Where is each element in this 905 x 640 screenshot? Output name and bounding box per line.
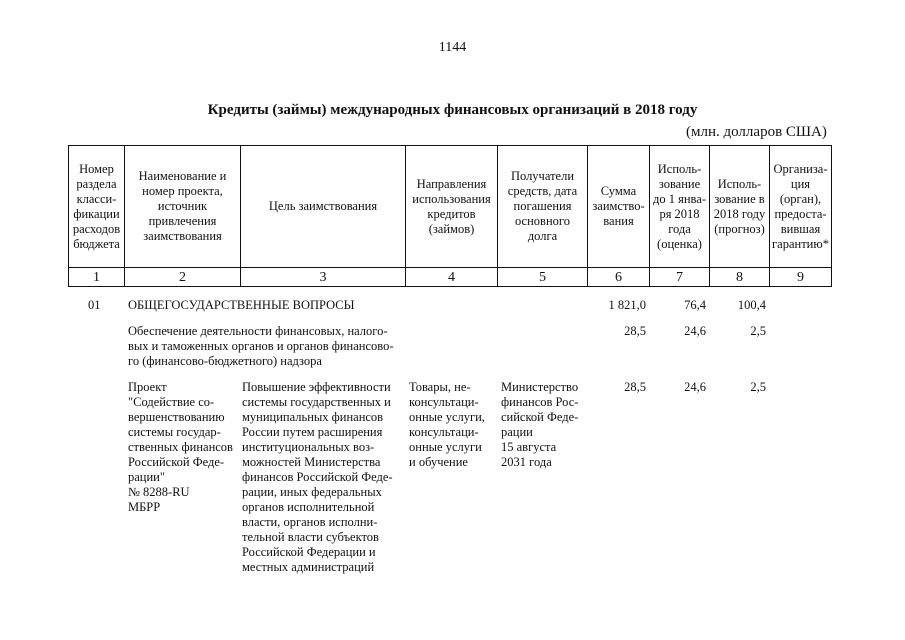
project-purpose: Повышение эффективности системы государственных и муниципальных финансов России путем расширения институциональных воз- можностей Министерства финансов Российской Феде- рации, иных федеральных органов исполнительной власти, органов исполни- тельной власти субъектов Российской Федерации и местных администраций	[242, 380, 393, 574]
units-note: (млн. долларов США)	[686, 124, 827, 140]
project-recipient: Министерство финансов Рос- сийской Феде- рации 15 августа 2031 года	[501, 380, 579, 469]
column-number: 7	[676, 269, 683, 285]
table-row	[68, 324, 832, 370]
section-code: 01	[88, 298, 101, 312]
table-rule	[68, 286, 832, 287]
table-header	[68, 145, 832, 287]
column-number: 1	[93, 269, 100, 285]
use-2018-value: 2,5	[750, 324, 766, 338]
project-directions: Товары, не- консультаци- онные услуги, консультаци- онные услуги и обучение	[409, 380, 485, 469]
column-number: 6	[615, 269, 622, 285]
amount-value: 28,5	[624, 380, 646, 394]
column-number: 2	[179, 269, 186, 285]
column-number: 4	[448, 269, 455, 285]
amount-value: 28,5	[624, 324, 646, 338]
subsection-name: Обеспечение деятельности финансовых, налого- вых и таможенных органов и органов финансово- го (финансово-бюджетного) надзора	[128, 324, 394, 368]
header-cell: Номер раздела класси- фикации расходов бюджета	[72, 161, 121, 251]
header-cell: Получатели средств, дата погашения основного долга	[507, 169, 578, 243]
section-name: ОБЩЕГОСУДАРСТВЕННЫЕ ВОПРОСЫ	[128, 298, 355, 312]
header-cell: Наименование и номер проекта, источник привлечения заимствования	[138, 169, 227, 243]
column-number: 8	[736, 269, 743, 285]
used-before-value: 76,4	[684, 298, 706, 312]
column-number: 9	[797, 269, 804, 285]
header-cell: Цель заимствования	[268, 199, 378, 213]
table-rule	[68, 267, 832, 268]
used-before-value: 24,6	[684, 324, 706, 338]
table-row	[68, 298, 832, 314]
column-number: 5	[539, 269, 546, 285]
table-row	[68, 380, 832, 580]
column-number: 3	[319, 269, 327, 285]
table-rule	[831, 145, 832, 287]
used-before-value: 24,6	[684, 380, 706, 394]
project-name: Проект "Содействие со- вершенствованию системы государ- ственных финансов Российской Феде- рации" № 8288-RU МБРР	[128, 380, 233, 514]
header-cell: Сумма заимство- вания	[592, 184, 645, 228]
page-number: 1144	[438, 40, 467, 55]
page-title: Кредиты (займы) международных финансовых организаций в 2018 году	[207, 102, 698, 118]
header-cell: Направления использования кредитов (займов)	[412, 176, 491, 236]
use-2018-value: 100,4	[737, 298, 766, 312]
header-cell: Организа- ция (орган), предоста- вившая гарантию*	[772, 161, 829, 251]
header-cell: Исполь- зование до 1 янва- ря 2018 года (оценка)	[653, 161, 706, 251]
header-cell: Исполь- зование в 2018 году (прогноз)	[713, 176, 766, 236]
use-2018-value: 2,5	[750, 380, 766, 394]
amount-value: 1 821,0	[608, 298, 646, 312]
